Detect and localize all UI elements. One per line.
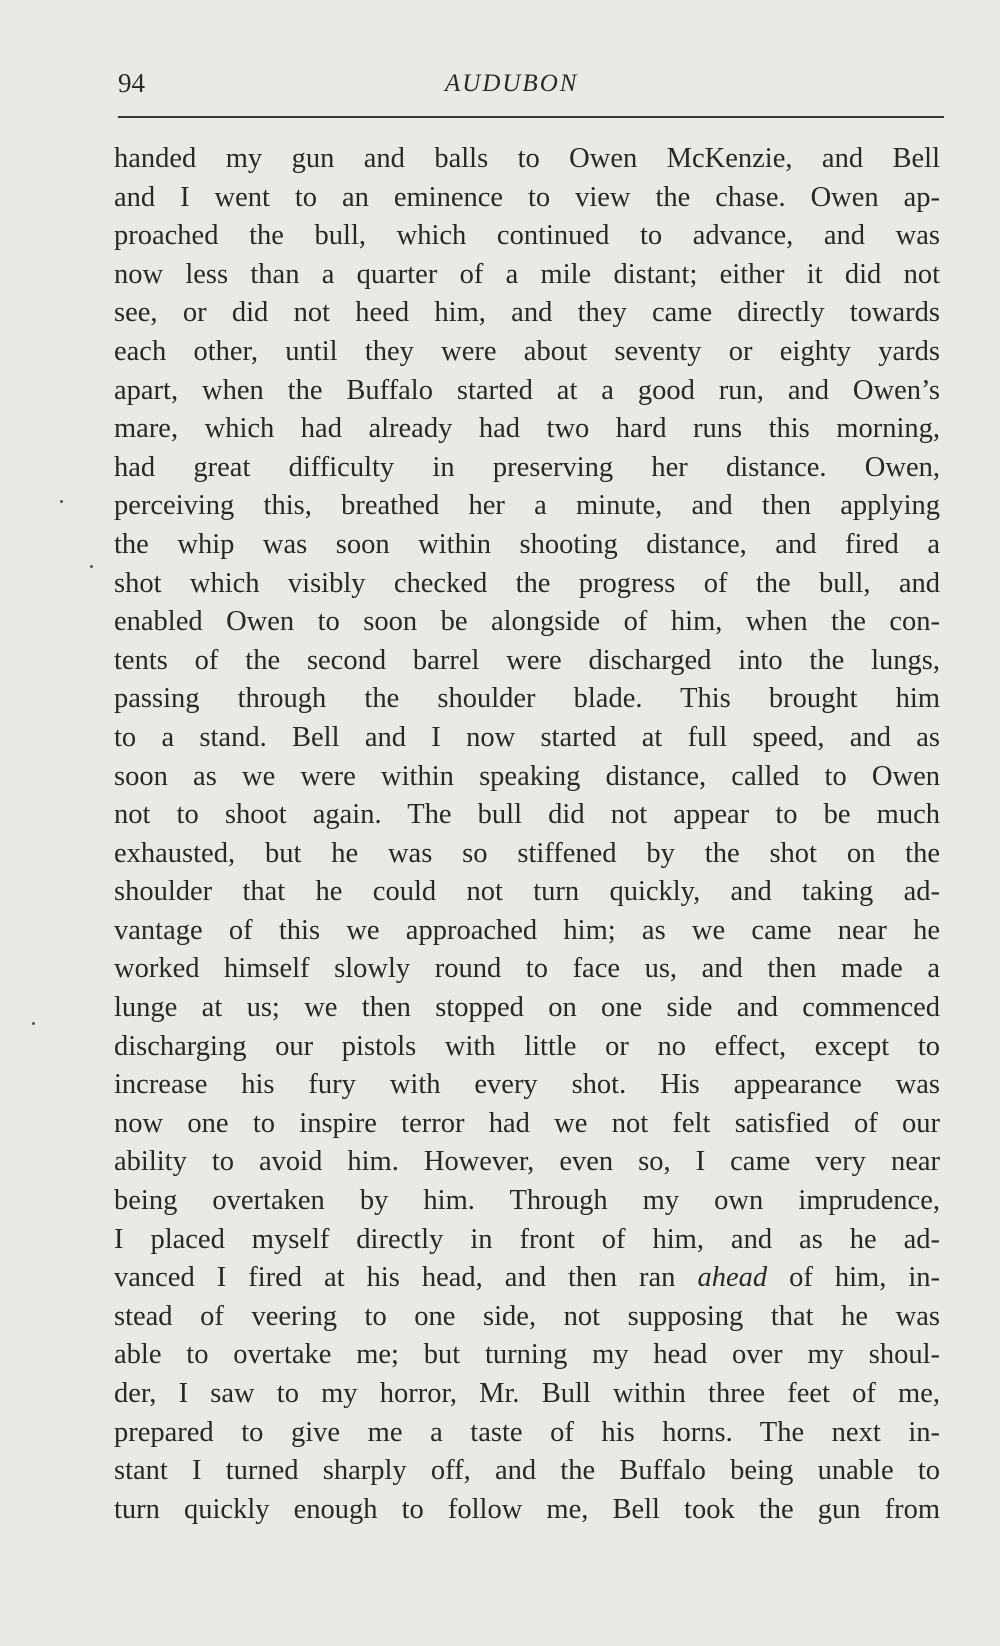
text-line: worked himself slowly round to face us, and then made a	[114, 953, 940, 985]
paper-speck	[60, 500, 63, 503]
paper-speck	[32, 1022, 35, 1025]
text-line	[114, 1259, 940, 1298]
text-line: perceiving this, breathed her a minute, and then applying	[114, 490, 940, 522]
text-line: shoulder that he could not turn quickly, and taking ad-	[114, 876, 940, 908]
text-line: and I went to an eminence to view the chase. Owen ap-	[114, 181, 940, 213]
text-line: apart, when the Buffalo started at a good run, and Owen’s	[114, 374, 940, 406]
text-line: now one to inspire terror had we not felt satisfied of our	[114, 1107, 940, 1139]
line-text-before-emphasis: vanced I fired at his head, and then ran	[114, 1262, 698, 1294]
text-line: lunge at us; we then stopped on one side and commenced	[114, 992, 940, 1024]
paper-speck	[90, 565, 93, 568]
text-line: being overtaken by him. Through my own imprudence,	[114, 1185, 940, 1217]
text-line: I placed myself directly in front of him, and as he ad-	[114, 1223, 940, 1255]
text-line: see, or did not heed him, and they came directly towards	[114, 297, 940, 329]
page-header	[118, 68, 944, 118]
text-line: vantage of this we approached him; as we came near he	[114, 914, 940, 946]
text-line: exhausted, but he was so stiffened by the shot on the	[114, 837, 940, 869]
text-line: passing through the shoulder blade. This brought him	[114, 683, 940, 715]
text-line: shot which visibly checked the progress of the bull, and	[114, 567, 940, 599]
text-line: soon as we were within speaking distance, called to Owen	[114, 760, 940, 792]
text-line: the whip was soon within shooting distance, and fired a	[114, 528, 940, 560]
page-number: 94	[118, 68, 145, 98]
text-line: der, I saw to my horror, Mr. Bull within three feet of me,	[114, 1378, 940, 1409]
text-line: each other, until they were about seventy or eighty yards	[114, 335, 940, 367]
text-line: enabled Owen to soon be alongside of him, when the con-	[114, 606, 940, 638]
text-line: tents of the second barrel were discharged into the lungs,	[114, 644, 940, 676]
text-line: increase his fury with every shot. His appearance was	[114, 1069, 940, 1101]
text-line: not to shoot again. The bull did not appear to be much	[114, 799, 940, 831]
emphasized-word: ahead	[697, 1262, 768, 1294]
text-line: had great difficulty in preserving her distance. Owen,	[114, 451, 940, 483]
text-line: turn quickly enough to follow me, Bell took the gun from	[114, 1493, 940, 1525]
line-text-after-emphasis: of him, in-	[767, 1262, 940, 1294]
text-line: to a stand. Bell and I now started at full speed, and as	[114, 721, 940, 753]
text-line: stant I turned sharply off, and the Buffalo being unable to	[114, 1455, 940, 1487]
text-line: able to overtake me; but turning my head over my shoul-	[114, 1339, 940, 1371]
text-line: prepared to give me a taste of his horns. The next in-	[114, 1416, 940, 1448]
text-line: ability to avoid him. However, even so, I came very near	[114, 1146, 940, 1178]
body-text	[114, 140, 940, 1529]
running-title: AUDUBON	[445, 70, 579, 97]
text-line: now less than a quarter of a mile distant; either it did not	[114, 258, 940, 290]
text-line: mare, which had already had two hard runs this morning,	[114, 413, 940, 445]
text-line: handed my gun and balls to Owen McKenzie, and Bell	[114, 143, 940, 174]
text-line: proached the bull, which continued to advance, and was	[114, 220, 940, 252]
text-line: stead of veering to one side, not supposing that he was	[114, 1300, 940, 1332]
text-line: discharging our pistols with little or no effect, except to	[114, 1030, 940, 1062]
